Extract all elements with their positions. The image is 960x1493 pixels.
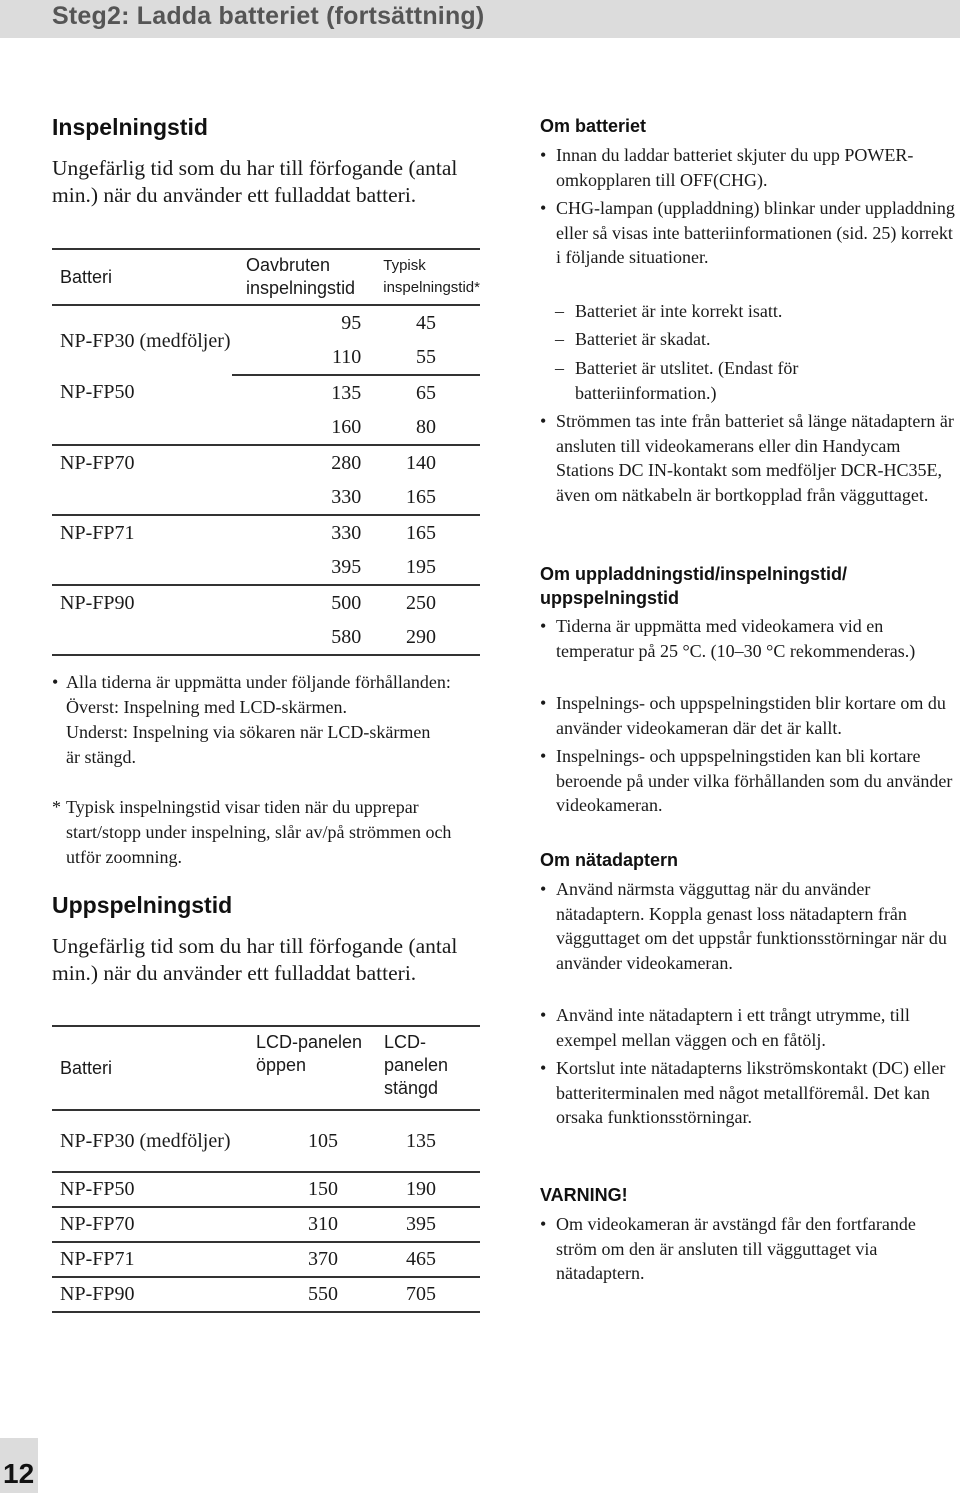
table-row — [52, 620, 480, 655]
bullet-icon: • — [540, 746, 547, 766]
table-row — [52, 1242, 480, 1277]
table-row — [52, 480, 480, 515]
value-cell: 165 — [406, 521, 436, 544]
item-text: Kortslut inte nätadapterns likströmskontakt (DC) eller batteriterminalen med något metallföremål. Det kan orsaka funktionsstörningar. — [556, 1058, 946, 1127]
about-battery-title: Om batteriet — [540, 116, 647, 136]
value-cell: 65 — [416, 381, 436, 404]
battery-cell: NP-FP30 (medföljer) — [52, 1110, 242, 1172]
col-header-closed: LCD-panelen stängd — [372, 1026, 480, 1110]
item-text: Inspelnings- och uppspelningstiden kan bli kortare beroende på under vilka förhållanden som du använder videokameran. — [556, 746, 953, 815]
playback-table — [52, 1025, 480, 1313]
item-text: Tiderna är uppmätta med videokamera vid en temperatur på 25 °C. (10–30 °C rekommenderas.) — [556, 616, 916, 661]
sub-item-text: Batteriet är inte korrekt isatt. — [575, 301, 783, 321]
table-row — [52, 410, 480, 445]
list-item — [540, 1003, 960, 1052]
value-cell: 195 — [377, 550, 480, 585]
value-cell: 80 — [377, 410, 480, 445]
value-cell: 290 — [377, 620, 480, 655]
table-row — [52, 375, 480, 410]
value-cell: 280 — [331, 451, 362, 474]
battery-cell: NP-FP30 (medföljer) — [60, 329, 231, 352]
asterisk-icon: * — [52, 797, 61, 817]
bullet-icon: • — [540, 1058, 547, 1078]
bullet-icon: • — [540, 879, 547, 899]
col-header-continuous: Oavbruten inspelningstid — [232, 249, 377, 305]
about-times-title — [540, 562, 847, 610]
about-times-title-line2: uppspelningstid — [540, 588, 679, 608]
battery-cell: NP-FP90 — [52, 1277, 242, 1312]
value-cell: 310 — [242, 1207, 372, 1242]
list-item — [540, 143, 960, 192]
table-row — [52, 305, 480, 340]
value-cell: 465 — [372, 1242, 480, 1277]
value-cell: 580 — [232, 620, 377, 655]
item-text: Strömmen tas inte från batteriet så länge nätadaptern är ansluten till videokamerans eller din Handycam Stations DC IN-kontakt som medföljer DCR-HC35E, även om nätkabeln är bortkopplad från vägguttaget. — [556, 411, 954, 505]
playback-title: Uppspelningstid — [52, 892, 233, 918]
value-cell: 135 — [331, 381, 362, 404]
value-cell: 160 — [232, 410, 377, 445]
value-cell: 250 — [406, 591, 436, 614]
bullet-icon: • — [540, 411, 547, 431]
item-text: Använd inte nätadaptern i ett trångt utrymme, till exempel mellan väggen och en fåtölj. — [556, 1005, 910, 1050]
value-cell: 55 — [377, 340, 480, 375]
item-text: CHG-lampan (uppladdning) blinkar under uppladdning eller så visas inte batteriinformationen (sid. 25) korrekt i följande situationer. — [556, 198, 955, 267]
dash-icon: – — [555, 329, 564, 349]
value-cell: 330 — [331, 521, 362, 544]
battery-cell: NP-FP90 — [60, 591, 135, 614]
table-row — [52, 585, 480, 620]
sub-item — [555, 356, 855, 405]
note-conditions — [52, 670, 482, 770]
bullet-icon: • — [540, 1214, 547, 1234]
battery-cell: NP-FP71 — [60, 521, 135, 544]
value-cell: 395 — [232, 550, 377, 585]
dash-icon: – — [555, 358, 564, 378]
table-row — [52, 1110, 480, 1172]
value-cell: 150 — [242, 1172, 372, 1207]
note-line-bottom: Underst: Inspelning via sökaren när LCD-skärmen är stängd. — [66, 722, 431, 767]
value-cell: 190 — [372, 1172, 480, 1207]
recording-title: Inspelningstid — [52, 114, 208, 140]
sub-item-text: Batteriet är utslitet. (Endast för batteriinformation.) — [575, 358, 799, 403]
battery-cell: NP-FP71 — [52, 1242, 242, 1277]
list-item — [540, 877, 960, 975]
sub-item — [555, 327, 955, 352]
list-item — [540, 409, 960, 507]
table-row — [52, 515, 480, 550]
about-times-title-line1: Om uppladdningstid/inspelningstid/ — [540, 564, 847, 584]
value-cell: 705 — [372, 1277, 480, 1312]
col-header-battery: Batteri — [52, 249, 232, 305]
item-text: Inspelnings- och uppspelningstiden blir kortare om du använder videokameran där det är kallt. — [556, 693, 946, 738]
battery-cell: NP-FP70 — [52, 1207, 242, 1242]
playback-intro: Ungefärlig tid som du har till förfogande (antal min.) när du använder ett fulladdat batteri. — [52, 934, 458, 985]
list-item — [540, 614, 960, 663]
col-header-typical: Typisk inspelningstid* — [377, 249, 480, 305]
value-cell: 370 — [242, 1242, 372, 1277]
bullet-icon: • — [540, 693, 547, 713]
value-cell: 45 — [416, 311, 436, 334]
page-title: Steg2: Ladda batteriet (fortsättning) — [52, 2, 485, 30]
note-text: Alla tiderna är uppmätta under följande förhållanden: — [66, 672, 451, 692]
dash-icon: – — [555, 301, 564, 321]
bullet-icon: • — [540, 145, 547, 165]
about-adapter-title: Om nätadaptern — [540, 850, 679, 870]
table-row — [52, 550, 480, 585]
item-text: Använd närmsta vägguttag när du använder nätadaptern. Koppla genast loss nätadaptern från vägguttaget om det uppstår funktionsstörningar när du använder videokameran. — [556, 879, 947, 973]
list-item — [540, 196, 960, 270]
recording-table — [52, 248, 480, 656]
bullet-icon: • — [540, 1005, 547, 1025]
battery-cell: NP-FP70 — [60, 451, 135, 474]
table-row — [52, 1207, 480, 1242]
list-item — [540, 691, 960, 740]
page-number: 12 — [3, 1458, 35, 1489]
sub-item — [555, 299, 955, 324]
bullet-icon: • — [52, 672, 59, 692]
value-cell: 135 — [372, 1110, 480, 1172]
value-cell: 165 — [377, 480, 480, 515]
value-cell: 105 — [242, 1110, 372, 1172]
list-item — [540, 1212, 960, 1286]
list-item — [540, 1056, 960, 1130]
value-cell: 95 — [341, 311, 362, 334]
battery-cell: NP-FP50 — [60, 381, 135, 403]
value-cell: 110 — [232, 340, 377, 375]
value-cell: 550 — [242, 1277, 372, 1312]
col-header-battery: Batteri — [52, 1026, 242, 1110]
col-header-open: LCD-panelen öppen — [242, 1026, 372, 1110]
recording-intro: Ungefärlig tid som du har till förfogande (antal min.) när du använder ett fulladdat batteri. — [52, 156, 458, 207]
item-text: Innan du laddar batteriet skjuter du upp POWER-omkopplaren till OFF(CHG). — [556, 145, 914, 190]
battery-cell: NP-FP50 — [52, 1172, 242, 1207]
value-cell: 395 — [372, 1207, 480, 1242]
warning-title: VARNING! — [540, 1185, 628, 1205]
value-cell: 500 — [331, 591, 362, 614]
list-item — [540, 744, 960, 818]
sub-item-text: Batteriet är skadat. — [575, 329, 711, 349]
note-typical — [52, 795, 482, 870]
value-cell: 330 — [232, 480, 377, 515]
value-cell: 140 — [406, 451, 436, 474]
bullet-icon: • — [540, 198, 547, 218]
table-row — [52, 1277, 480, 1312]
table-row — [52, 1172, 480, 1207]
item-text: Om videokameran är avstängd får den fortfarande ström om den är ansluten till vägguttaget via nätadaptern. — [556, 1214, 916, 1283]
table-row — [52, 445, 480, 480]
note-text: Typisk inspelningstid visar tiden när du upprepar start/stopp under inspelning, slår av/på strömmen och utför zoomning. — [66, 797, 452, 867]
bullet-icon: • — [540, 616, 547, 636]
note-line-top: Överst: Inspelning med LCD-skärmen. — [66, 697, 347, 717]
